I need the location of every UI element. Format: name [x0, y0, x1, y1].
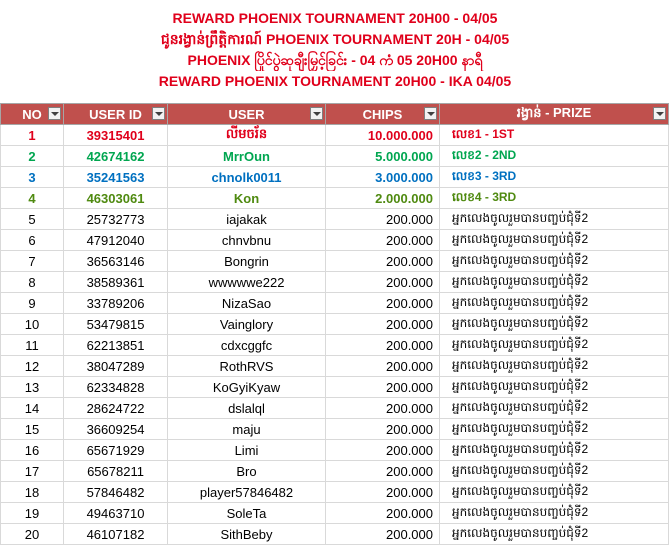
user-name-cell: Vainglory: [168, 314, 326, 335]
chips-cell: 200.000: [326, 314, 440, 335]
user-id-cell: 62213851: [64, 335, 168, 356]
prize-cell: អ្នកលេងចូលរួមបានបញ្ចប់ជុំទី2: [440, 356, 669, 377]
prize-cell: អ្នកលេងចូលរួមបានបញ្ចប់ជុំទី2: [440, 482, 669, 503]
row-number: 13: [1, 377, 64, 398]
chips-cell: 200.000: [326, 524, 440, 545]
user-id-cell: 46303061: [64, 188, 168, 209]
table-row: [1, 230, 669, 251]
row-number: 11: [1, 335, 64, 356]
user-name-cell: cdxcggfc: [168, 335, 326, 356]
user-name-cell: chnvbnu: [168, 230, 326, 251]
user-id-cell: 65671929: [64, 440, 168, 461]
title-block: [0, 8, 670, 92]
table-row: [1, 314, 669, 335]
user-id-cell: 39315401: [64, 125, 168, 146]
user-name-cell: Limi: [168, 440, 326, 461]
column-header-label: USER ID: [89, 106, 142, 122]
chips-cell: 200.000: [326, 440, 440, 461]
user-id-cell: 53479815: [64, 314, 168, 335]
title-line-3: PHOENIX ပြိုင်ပွဲဆုချီးမြှင့်ခြင်း - 04 ကံ 05 20H00 နာရီ: [187, 52, 483, 68]
table-row: [1, 251, 669, 272]
prize-cell: លេខ4 - 3RD: [440, 188, 669, 209]
filter-dropdown-icon[interactable]: [653, 107, 666, 120]
user-name-cell: Kon: [168, 188, 326, 209]
row-number: 12: [1, 356, 64, 377]
user-name-cell: KoGyiKyaw: [168, 377, 326, 398]
column-header-label: USER: [228, 106, 265, 122]
user-name-cell: iajakak: [168, 209, 326, 230]
column-header-user-id: [64, 104, 168, 125]
user-id-cell: 36609254: [64, 419, 168, 440]
row-number: 14: [1, 398, 64, 419]
user-name-cell: RothRVS: [168, 356, 326, 377]
user-name-cell: Bro: [168, 461, 326, 482]
user-name-cell: player57846482: [168, 482, 326, 503]
table-row: [1, 335, 669, 356]
user-id-cell: 65678211: [64, 461, 168, 482]
row-number: 7: [1, 251, 64, 272]
table-row: [1, 398, 669, 419]
chips-cell: 200.000: [326, 398, 440, 419]
chips-cell: 200.000: [326, 419, 440, 440]
chips-cell: 200.000: [326, 230, 440, 251]
user-name-cell: chnolk0011: [168, 167, 326, 188]
row-number: 2: [1, 146, 64, 167]
row-number: 4: [1, 188, 64, 209]
row-number: 5: [1, 209, 64, 230]
user-id-cell: 25732773: [64, 209, 168, 230]
chips-cell: 5.000.000: [326, 146, 440, 167]
column-header-label: CHIPS: [362, 106, 403, 122]
row-number: 17: [1, 461, 64, 482]
title-line-1: REWARD PHOENIX TOURNAMENT 20H00 - 04/05: [172, 10, 498, 26]
table-row: [1, 125, 669, 146]
chips-cell: 200.000: [326, 209, 440, 230]
filter-dropdown-icon[interactable]: [310, 107, 323, 120]
user-name-cell: NizaSao: [168, 293, 326, 314]
table-row: [1, 461, 669, 482]
prize-cell: អ្នកលេងចូលរួមបានបញ្ចប់ជុំទី2: [440, 440, 669, 461]
table-row: [1, 377, 669, 398]
chips-cell: 3.000.000: [326, 167, 440, 188]
row-number: 10: [1, 314, 64, 335]
chips-cell: 2.000.000: [326, 188, 440, 209]
table-row: [1, 503, 669, 524]
prize-cell: អ្នកលេងចូលរួមបានបញ្ចប់ជុំទី2: [440, 293, 669, 314]
chips-cell: 200.000: [326, 293, 440, 314]
user-id-cell: 36563146: [64, 251, 168, 272]
prize-cell: លេខ3 - 3RD: [440, 167, 669, 188]
user-id-cell: 38047289: [64, 356, 168, 377]
column-header-user: [168, 104, 326, 125]
row-number: 19: [1, 503, 64, 524]
chips-cell: 200.000: [326, 503, 440, 524]
filter-dropdown-icon[interactable]: [424, 107, 437, 120]
row-number: 20: [1, 524, 64, 545]
prize-cell: អ្នកលេងចូលរួមបានបញ្ចប់ជុំទី2: [440, 503, 669, 524]
column-header-label: រង្វាន់ - PRIZE: [516, 104, 592, 120]
chips-cell: 200.000: [326, 272, 440, 293]
prize-cell: អ្នកលេងចូលរួមបានបញ្ចប់ជុំទី2: [440, 377, 669, 398]
user-name-cell: SoleTa: [168, 503, 326, 524]
user-name-cell: MrrOun: [168, 146, 326, 167]
prize-cell: អ្នកលេងចូលរួមបានបញ្ចប់ជុំទី2: [440, 209, 669, 230]
row-number: 9: [1, 293, 64, 314]
column-header-label: NO: [22, 106, 42, 122]
user-id-cell: 47912040: [64, 230, 168, 251]
table-row: [1, 188, 669, 209]
user-id-cell: 35241563: [64, 167, 168, 188]
filter-dropdown-icon[interactable]: [48, 107, 61, 120]
prize-cell: អ្នកលេងចូលរួមបានបញ្ចប់ជុំទី2: [440, 524, 669, 545]
table-row: [1, 272, 669, 293]
user-id-cell: 28624722: [64, 398, 168, 419]
row-number: 8: [1, 272, 64, 293]
chips-cell: 200.000: [326, 335, 440, 356]
row-number: 3: [1, 167, 64, 188]
table-row: [1, 167, 669, 188]
table-row: [1, 482, 669, 503]
results-table: [0, 103, 669, 545]
column-header-chips: [326, 104, 440, 125]
prize-cell: អ្នកលេងចូលរួមបានបញ្ចប់ជុំទី2: [440, 314, 669, 335]
title-line-4: REWARD PHOENIX TOURNAMENT 20H00 - IKA 04/05: [158, 73, 512, 89]
table-row: [1, 356, 669, 377]
row-number: 1: [1, 125, 64, 146]
header-row: [1, 104, 669, 125]
user-name-cell: Bongrin: [168, 251, 326, 272]
prize-cell: អ្នកលេងចូលរួមបានបញ្ចប់ជុំទី2: [440, 230, 669, 251]
chips-cell: 200.000: [326, 461, 440, 482]
chips-cell: 200.000: [326, 356, 440, 377]
user-id-cell: 33789206: [64, 293, 168, 314]
row-number: 18: [1, 482, 64, 503]
table-body: [1, 125, 669, 545]
prize-cell: អ្នកលេងចូលរួមបានបញ្ចប់ជុំទី2: [440, 335, 669, 356]
table-row: [1, 419, 669, 440]
user-name-cell: SithBeby: [168, 524, 326, 545]
prize-cell: លេខ1 - 1ST: [440, 125, 669, 146]
chips-cell: 10.000.000: [326, 125, 440, 146]
user-id-cell: 38589361: [64, 272, 168, 293]
title-line-2: ជូនរង្វាន់ព្រឹត្តិការណ៍ PHOENIX TOURNAMENT 20H - 04/05: [160, 31, 510, 47]
prize-cell: លេខ2 - 2ND: [440, 146, 669, 167]
user-id-cell: 49463710: [64, 503, 168, 524]
user-id-cell: 62334828: [64, 377, 168, 398]
table-row: [1, 293, 669, 314]
prize-cell: អ្នកលេងចូលរួមបានបញ្ចប់ជុំទី2: [440, 461, 669, 482]
column-header-prize: [440, 104, 669, 125]
table-row: [1, 209, 669, 230]
filter-dropdown-icon[interactable]: [152, 107, 165, 120]
table-row: [1, 440, 669, 461]
user-id-cell: 42674162: [64, 146, 168, 167]
row-number: 15: [1, 419, 64, 440]
user-name-cell: លីមចរ័ន: [168, 125, 326, 146]
user-name-cell: maju: [168, 419, 326, 440]
user-id-cell: 46107182: [64, 524, 168, 545]
chips-cell: 200.000: [326, 482, 440, 503]
user-name-cell: wwwwwe222: [168, 272, 326, 293]
prize-cell: អ្នកលេងចូលរួមបានបញ្ចប់ជុំទី2: [440, 419, 669, 440]
chips-cell: 200.000: [326, 251, 440, 272]
prize-cell: អ្នកលេងចូលរួមបានបញ្ចប់ជុំទី2: [440, 272, 669, 293]
chips-cell: 200.000: [326, 377, 440, 398]
prize-cell: អ្នកលេងចូលរួមបានបញ្ចប់ជុំទី2: [440, 251, 669, 272]
row-number: 6: [1, 230, 64, 251]
row-number: 16: [1, 440, 64, 461]
table-row: [1, 524, 669, 545]
user-name-cell: dslalql: [168, 398, 326, 419]
prize-cell: អ្នកលេងចូលរួមបានបញ្ចប់ជុំទី2: [440, 398, 669, 419]
table-row: [1, 146, 669, 167]
user-id-cell: 57846482: [64, 482, 168, 503]
column-header-no: [1, 104, 64, 125]
